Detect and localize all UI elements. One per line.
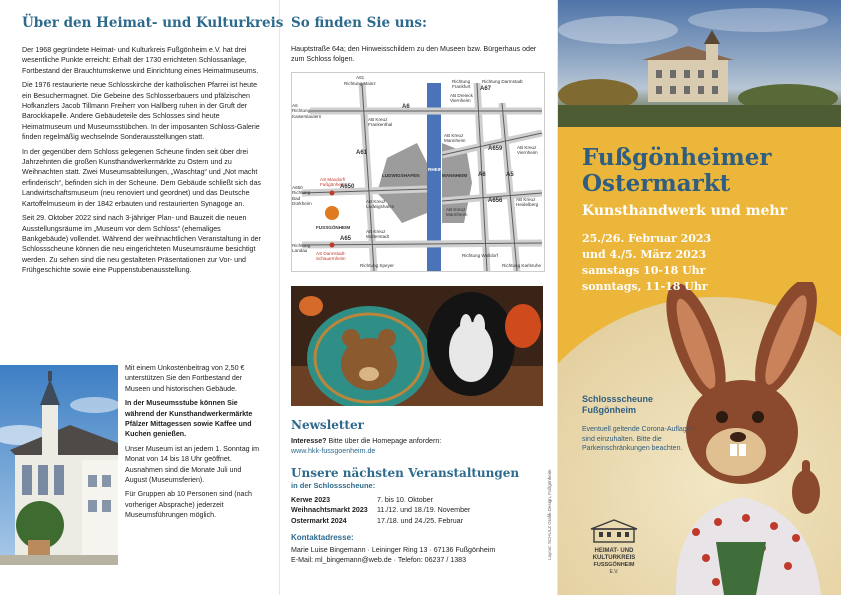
museum-p6: In der Museumsstube können Sie während der Kunsthandwerkermärkte Pfälzer Mittagessen sowie Kaffee und Kuchen genießen. [125, 399, 253, 439]
map-label-a6: A6 [402, 104, 410, 110]
event-date: 11./12. und 18./19. November [377, 506, 471, 515]
map-label-kreuz-mannheim: AB Kreuz Mannheim [446, 207, 468, 218]
castle-photo [558, 0, 841, 127]
map-label-rhein: RHEIN [428, 167, 443, 172]
layout-credit: Layout: SCHULZ Grafik-Design, Fußgönheim [547, 469, 552, 560]
about-heading: Über den Heimat- und Kulturkreis [22, 15, 284, 31]
club-logo [582, 517, 646, 575]
cover-panel [558, 127, 841, 595]
venue-line2: Fußgönheim [582, 405, 636, 415]
hours-line2: sonntags, 11-18 Uhr [582, 280, 708, 293]
map-label-a659: A659 [488, 146, 503, 152]
newsletter-lead: Interesse? [291, 437, 327, 445]
event-name: Kerwe 2023 [291, 496, 331, 504]
map-label-dreieck-viernheim: AB Dreieck Viernheim [450, 93, 473, 104]
directions-heading: So finden Sie uns: [291, 15, 428, 31]
route-map [291, 72, 545, 272]
map-label-a65: A65 [340, 236, 352, 242]
events-sub: in der Schlossscheune: [291, 481, 376, 490]
event-row [291, 495, 541, 505]
market-subtitle: Kunsthandwerk und mehr [582, 203, 787, 219]
about-p2: Die 1976 restaurierte neue Schlosskirche der katholischen Pfarrei ist heute ein Besuchermagnet. Die Gebeine des Schlosserbauers und pfälzischen Hofkanzlers Jacob Tillmann Freiherr von Hallberg ruhen in der Gruft der Barockkapelle. Andere Gebäudeteile des Schlosses sind heute Heimatmuseum und Museumsstübchen. In der imposanten Schloss-Galerie finden regelmäßig wechselnde Sonderausstellungen statt. [22, 81, 260, 142]
title-line2: Ostermarkt [582, 170, 731, 197]
logo-text4: E.V. [609, 569, 619, 575]
about-text [22, 45, 262, 276]
map-label-a6b: A6 [478, 172, 486, 178]
events-heading: Unsere nächsten Veranstaltungen [291, 466, 520, 480]
about-p1: Der 1968 gegründete Heimat- und Kulturkreis Fußgönheim e.V. hat drei wesentliche Punkte erreicht: Erhalt der 1730 errichteten Schlossanlage, Fortbestand der Brauchtumskerwe und Einrichtung eines Heimatmuseums. [22, 46, 259, 75]
contact-heading: Kontaktadresse: [291, 533, 354, 542]
map-label-a67-sub: Richtung Darmstadt [482, 79, 523, 84]
map-label-a650: A650 [340, 184, 355, 190]
hours-line1: samstags 10-18 Uhr [582, 264, 706, 277]
map-label-duerkheim: A650 Richtung Bad Dürkheim [292, 185, 312, 207]
logo-text3: FUSSGÖNHEIM [593, 562, 635, 568]
newsletter-body: Bitte über die Homepage anfordern: [328, 437, 442, 445]
easter-eggs-photo [291, 286, 543, 406]
event-row [291, 516, 541, 526]
map-label-dannstadt: AS Dannstadt-Schauernheim [316, 251, 346, 262]
map-label-karlsruhe: Richtung Karlsruhe [502, 263, 542, 268]
map-label-ab-kreuz-mannheim-top: AB Kreuz Mannheim [444, 133, 466, 144]
event-name: Ostermarkt 2024 [291, 516, 347, 525]
date-line1: 25./26. Februar 2023 [582, 232, 712, 245]
building-icon [589, 517, 639, 543]
market-dates [582, 231, 711, 295]
map-label-kreuz-ludwigshafen: AB Kreuz Ludwigshafen [366, 199, 395, 210]
map-label-walldorf: Richtung Walldorf [462, 253, 499, 258]
newsletter-heading: Newsletter [291, 418, 364, 432]
venue [582, 394, 653, 416]
corona-note: Eventuell geltende Corona-Auflagen sind einzuhalten. Bitte die Parkeinschränkungen beachten. [582, 426, 695, 452]
map-label-kreuz-viernheim: AB Kreuz Viernheim [517, 145, 538, 156]
event-name: Weihnachtsmarkt 2023 [291, 506, 368, 515]
contact-line2: E-Mail: ml_bingemann@web.de · Telefon: 06237 / 1383 [291, 556, 467, 565]
map-label-a65-sub: Richtung Landau [292, 243, 311, 254]
map-label-kreuz-heidelberg: AB Kreuz Heidelberg [516, 197, 539, 208]
map-label-kreuz-mutterstadt: AB Kreuz Mutterstadt [366, 229, 389, 240]
market-title [582, 145, 771, 197]
map-label-a6-left: A6 Richtung Kaiserslautern [292, 103, 322, 119]
event-row [291, 505, 541, 515]
map-label-a61-top-sub: Richtung Mainz [344, 81, 376, 86]
map-label-a5: A5 [506, 172, 514, 178]
map-label-fussgoenheim: FUSSGÖNHEIM [316, 225, 351, 230]
museum-p7: Unser Museum ist an jedem 1. Sonntag im Monat von 14 bis 18 Uhr geöffnet. Ausnahmen sind die Monate Juli und August (Museumsferien). [125, 444, 260, 485]
contact-line1: Marie Luise Bingemann · Leininger Ring 13 · 67136 Fußgönheim [291, 546, 496, 554]
about-p3: In der gegenüber dem Schloss gelegenen Scheune finden seit über drei Jahrzehnten die großen Kunsthandwerkermärkte zu Ostern und zu Weihnachten statt. Zwei Museumsabteilungen, „Waschtag“ und „Not macht erfinderisch“, befinden sich in der Scheune. Dem Gebäude schließt sich das Landwirtschaftsmuseum (neu renoviert und geordnet) und das Deutsche Kartoffelmuseum in der 1842 erbauten und restaurierten Synagoge an. [22, 147, 261, 208]
map-label-a61: A61 [356, 150, 368, 156]
event-date: 17./18. und 24./25. Februar [377, 516, 463, 525]
map-label-a61-top: A61 [356, 75, 365, 80]
map-label-maxdorf: AS Maxdorf/ Fußgönheim [320, 177, 346, 188]
church-photo [0, 365, 118, 565]
museum-info [125, 363, 263, 521]
contact-info [291, 545, 546, 566]
newsletter-text [291, 436, 541, 457]
about-p4: Seit 29. Oktober 2022 sind nach 3-jähriger Plan- und Bauzeit die neuen Ausstellungsräume im „Museum vor dem Schloss“ (ehemaliges Bankgebäude) vollendet. Während der weihnachtlichen Veranstaltung in der Schlossscheune können die neu eingerichteten Museumsräume besichtigt werden. Zu sehen sind die neu gestalteten Präsentationen zur Vor- und Frühgeschichte sowie eine Puppenstubenausstellung. [22, 214, 261, 275]
logo-text2: KULTURKREIS [592, 555, 636, 561]
map-label-a67: A67 [480, 86, 492, 92]
map-label-ludwigshafen: LUDWIGSHAFEN [382, 173, 420, 178]
map-label-mannheim: MANNHEIM [442, 173, 468, 178]
museum-p5: Mit einem Unkostenbeitrag von 2,50 € unterstützen Sie den Fortbestand der Museen und historischen Gebäude. [125, 364, 245, 393]
logo-text1: HEIMAT- UND [594, 548, 634, 554]
date-line2: und 4./5. März 2023 [582, 248, 707, 261]
map-label-speyer: Richtung Speyer [360, 263, 394, 268]
newsletter-link[interactable]: www.hkk-fussgoenheim.de [291, 447, 376, 456]
title-line1: Fußgönheimer [582, 144, 772, 171]
events-list [291, 495, 541, 526]
directions-address: Hauptstraße 64a; den Hinweisschildern zu den Museen bzw. Bürgerhaus oder zum Schloss folgen. [291, 45, 537, 64]
map-label-kreuz-frankenthal: AB Kreuz Frankenthal [368, 117, 393, 128]
museum-p8: Für Gruppen ab 10 Personen sind (nach vorheriger Absprache) jederzeit Museumsführungen möglich. [125, 490, 252, 520]
map-label-frankfurt: Richtung Frankfurt [452, 79, 471, 90]
venue-line1: Schlossscheune [582, 394, 654, 404]
map-label-a656: A656 [488, 198, 503, 204]
event-date: 7. bis 10. Oktober [377, 496, 433, 504]
